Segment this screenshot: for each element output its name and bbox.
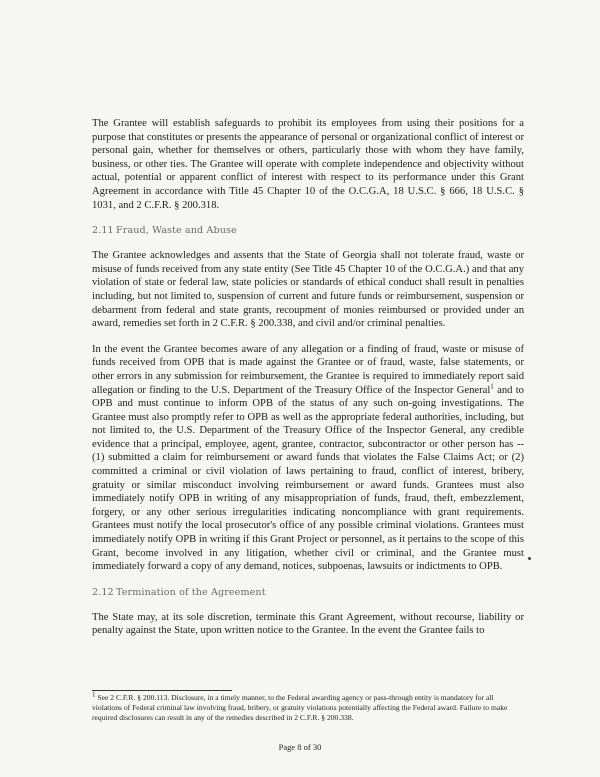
scan-speck (528, 557, 531, 560)
section-number: 2.12 (92, 586, 114, 598)
section-title: Termination of the Agreement (116, 586, 266, 598)
page-number: Page 8 of 30 (278, 742, 322, 752)
section-number: 2.11 (92, 225, 114, 237)
footnote-text: See 2 C.F.R. § 200.113. Disclosure, in a timely manner, to the Federal awarding agency or pass-through entity is mandatory for all violations of Federal criminal law involving fraud, bribery, or gratuity violations potentially affecting the Federal award. Failure to make required disclosures can result in any of the remedies described in 2 C.F.R. § 200.338. (92, 693, 508, 722)
reporting-text-part-2: and to OPB and must continue to inform OPB of the status of any such on-going investigations. The Grantee must also promptly refer to OPB as well as the appropriate federal authorities, including, but not limited to, the U.S. Department of the Treasury Office of the Inspector General, any credible evidence that a principal, employee, agent, grantee, contractor, subcontractor or other person has -- (1) submitted a claim for reimbursement or award funds that violates the False Claims Act; or (2) committed a criminal or civil violation of laws pertaining to fraud, conflict of interest, bribery, gratuity or similar misconduct involving reimbursement or award funds. Grantees must also immediately notify OPB in writing of any misappropriation of funds, fraud, theft, embezzlement, forgery, or any other serious irregularities indicating noncompliance with grant requirements. Grantees must notify the local prosecutor's office of any possible criminal violations. Grantees must immediately notify OPB in writing if this Grant Project or personnel, as it pertains to the scope of this Grant, become involved in any litigation, whether civil or criminal, and the Grantee must immediately forward a copy of any demand, notices, subpoenas, lawsuits or indictments to OPB. (92, 384, 524, 573)
footnote-divider (92, 690, 232, 691)
termination-paragraph: The State may, at its sole discretion, terminate this Grant Agreement, without recourse, liability or penalty against the State, upon written notice to the Grantee. In the event the Grantee fails to (92, 611, 524, 637)
section-heading-2-11 (92, 224, 524, 237)
footnote (92, 690, 524, 723)
fraud-reporting-paragraph (92, 343, 524, 574)
section-heading-2-12 (92, 586, 524, 599)
reporting-text-part-1: In the event the Grantee becomes aware of any allegation or a finding of fraud, waste or misuse of funds received from OPB that is made against the Grantee or of fraud, waste, false statements, or other errors in any submission for reimbursement, the Grantee is required to immediately report said allegation or finding to the U.S. Department of the Treasury Office of the Inspector General (92, 343, 524, 396)
conflict-of-interest-paragraph: The Grantee will establish safeguards to prohibit its employees from using their positions for a purpose that constitutes or presents the appearance of personal or organizational conflict of interest or personal gain, whether for themselves or others, particularly those with whom they have family, business, or other ties. The Grantee will operate with complete independence and objectivity without actual, potential or apparent conflict of interest with respect to its performance under this Grant Agreement in accordance with Title 45 Chapter 10 of the O.C.G.A, 18 U.S.C. § 666, 18 U.S.C. § 1031, and 2 C.F.R. § 200.318. (92, 118, 524, 211)
footnote-reference[interactable]: 1 (490, 381, 494, 390)
fraud-acknowledgement-paragraph: The Grantee acknowledges and assents that the State of Georgia shall not tolerate fraud, waste or misuse of funds received from any state entity (See Title 45 Chapter 10 of the O.C.G.A.) and that any violation of state or federal law, state policies or standards of ethical conduct shall result in penalties including, but not limited to, suspension of current and future funds or reimbursement, suspension or debarment from federal and state grants, recoupment of monies reimbursed or provided under an award, remedies set forth in 2 C.F.R. § 200.338, and civil and/or criminal penalties. (92, 250, 524, 330)
footnote-marker: 1 (92, 690, 96, 699)
page-content (92, 117, 524, 650)
section-title: Fraud, Waste and Abuse (116, 225, 237, 237)
